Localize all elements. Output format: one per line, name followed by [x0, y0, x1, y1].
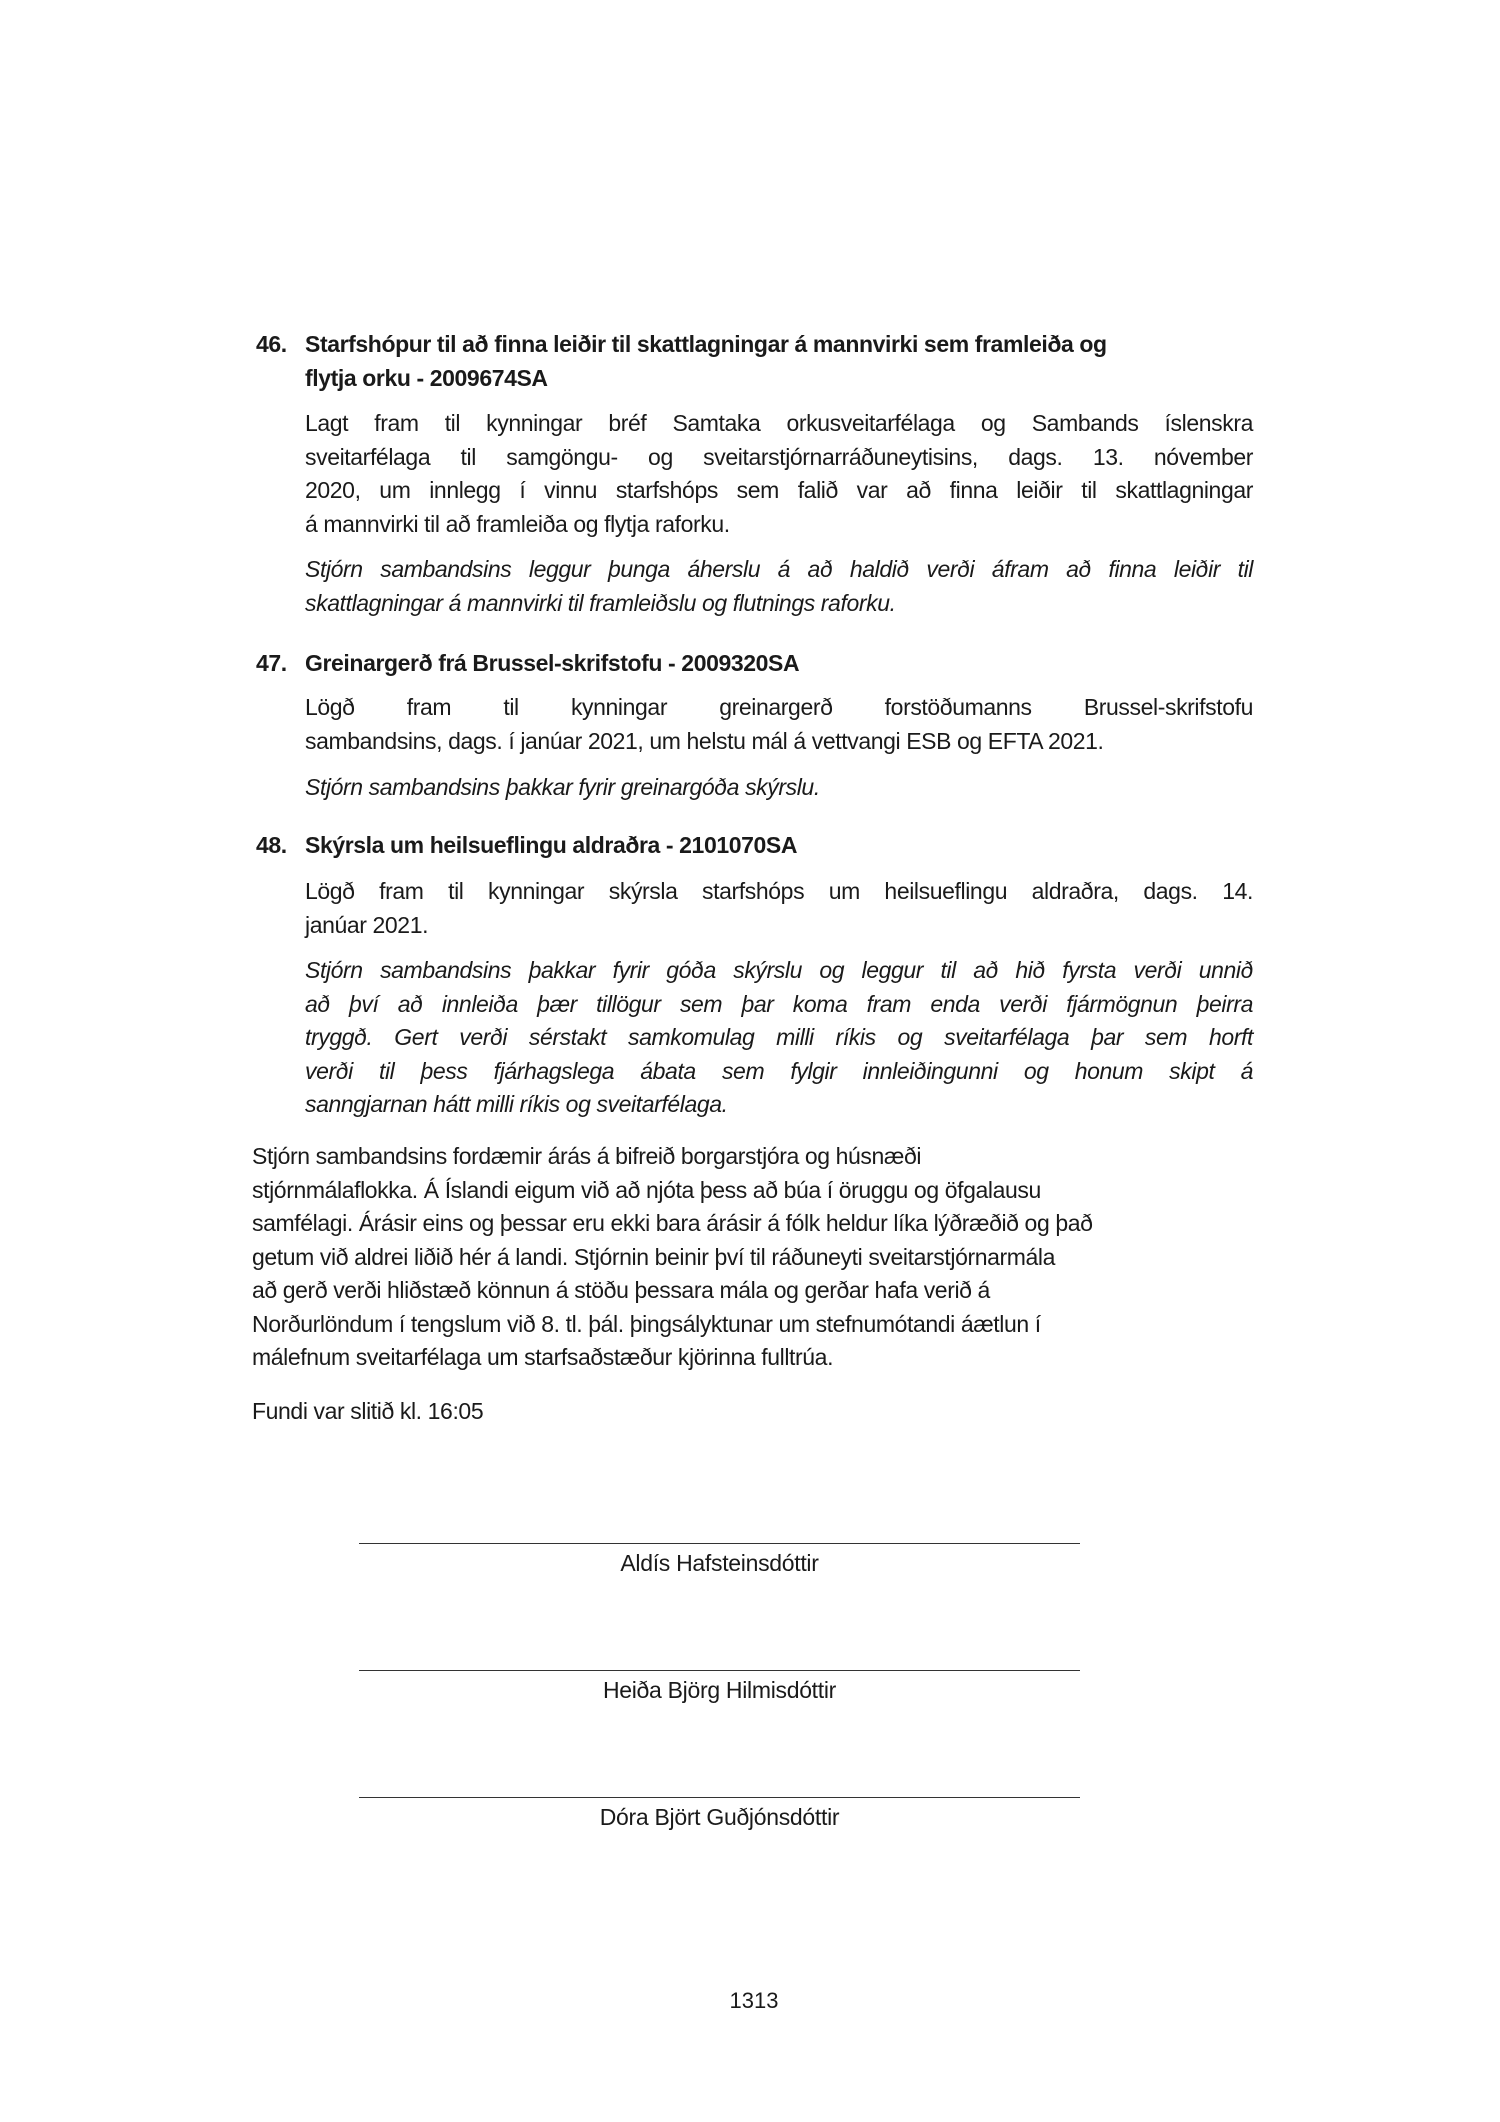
- item-decision: [305, 954, 1253, 1122]
- statement-line: málefnum sveitarfélaga um starfsaðstæður kjörinna fulltrúa.: [252, 1344, 834, 1370]
- decision-line: að því að innleiða þær tillögur sem þar koma fram enda verði fjármögnun þeirra: [305, 990, 1253, 1017]
- statement-line: stjórnmálaflokka. Á Íslandi eigum við að njóta þess að búa í öruggu og öfgalausu: [252, 1176, 1041, 1203]
- meeting-closing: Fundi var slitið kl. 16:05: [252, 1398, 484, 1424]
- item-body: [305, 875, 1253, 942]
- signature-line: [359, 1670, 1080, 1671]
- statement-line: samfélagi. Árásir eins og þessar eru ekki bara árásir á fólk heldur líka lýðræðið og það: [252, 1210, 1093, 1236]
- decision-line: Stjórn sambandsins þakkar fyrir góða skýrslu og leggur til að hið fyrsta verði unnið: [305, 957, 1253, 983]
- item-body: [305, 407, 1253, 541]
- statement-line: Norðurlöndum í tengslum við 8. tl. þál. þingsályktunar um stefnumótandi áætlun í: [252, 1310, 1041, 1337]
- statement-line: getum við aldrei liðið hér á landi. Stjórnin beinir því til ráðuneyti sveitarstjórnarmála: [252, 1243, 1056, 1270]
- signatory-name: Aldís Hafsteinsdóttir: [620, 1550, 819, 1576]
- title-line: Greinargerð frá Brussel-skrifstofu - 2009320SA: [305, 650, 800, 676]
- signatory-name: Dóra Björt Guðjónsdóttir: [599, 1804, 840, 1830]
- decision-line: Stjórn sambandsins þakkar fyrir greinargóða skýrslu.: [305, 774, 820, 800]
- item-body: [305, 691, 1253, 758]
- decision-line: Stjórn sambandsins leggur þunga áherslu á að haldið verði áfram að finna leiðir til: [305, 556, 1253, 582]
- board-statement: [252, 1140, 1262, 1375]
- body-line: 2020, um innlegg í vinnu starfshóps sem falið var að finna leiðir til skattlagningar: [305, 477, 1253, 503]
- body-line: janúar 2021.: [305, 911, 429, 938]
- decision-line: tryggð. Gert verði sérstakt samkomulag milli ríkis og sveitarfélaga þar sem horft: [305, 1024, 1253, 1050]
- body-line: sambandsins, dags. í janúar 2021, um helstu mál á vettvangi ESB og EFTA 2021.: [305, 727, 1104, 754]
- body-line: á mannvirki til að framleiða og flytja raforku.: [305, 510, 730, 537]
- decision-line: skattlagningar á mannvirki til framleiðslu og flutnings raforku.: [305, 589, 896, 616]
- item-number: 48.: [256, 832, 287, 858]
- decision-line: sanngjarnan hátt milli ríkis og sveitarfélaga.: [305, 1091, 728, 1117]
- signature-line: [359, 1797, 1080, 1798]
- item-title: [305, 647, 1253, 681]
- body-line: Lögð fram til kynningar skýrsla starfshóps um heilsueflingu aldraðra, dags. 14.: [305, 878, 1253, 904]
- item-decision: [305, 771, 1253, 805]
- item-title: [305, 829, 1253, 863]
- body-line: Lögð fram til kynningar greinargerð forstöðumanns Brussel-skrifstofu: [305, 694, 1253, 720]
- title-line: Skýrsla um heilsueflingu aldraðra - 2101070SA: [305, 832, 798, 858]
- body-line: Lagt fram til kynningar bréf Samtaka orkusveitarfélaga og Sambands íslenskra: [305, 410, 1253, 436]
- statement-line: Stjórn sambandsins fordæmir árás á bifreið borgarstjóra og húsnæði: [252, 1143, 922, 1169]
- item-number: 47.: [256, 650, 287, 676]
- item-title: [305, 328, 1253, 395]
- signatory-name: Heiða Björg Hilmisdóttir: [602, 1677, 837, 1703]
- page-number: 1313: [729, 1988, 779, 2013]
- title-line: flytja orku - 2009674SA: [305, 364, 548, 391]
- body-line: sveitarfélaga til samgöngu- og sveitarstjórnarráðuneytisins, dags. 13. nóvember: [305, 443, 1253, 470]
- title-line: Starfshópur til að finna leiðir til skattlagningar á mannvirki sem framleiða og: [305, 331, 1107, 357]
- item-number: 46.: [256, 331, 287, 357]
- signature-line: [359, 1543, 1080, 1544]
- statement-line: að gerð verði hliðstæð könnun á stöðu þessara mála og gerðar hafa verið á: [252, 1277, 990, 1303]
- item-decision: [305, 553, 1253, 620]
- decision-line: verði til þess fjárhagslega ábata sem fylgir innleiðingunni og honum skipt á: [305, 1057, 1253, 1084]
